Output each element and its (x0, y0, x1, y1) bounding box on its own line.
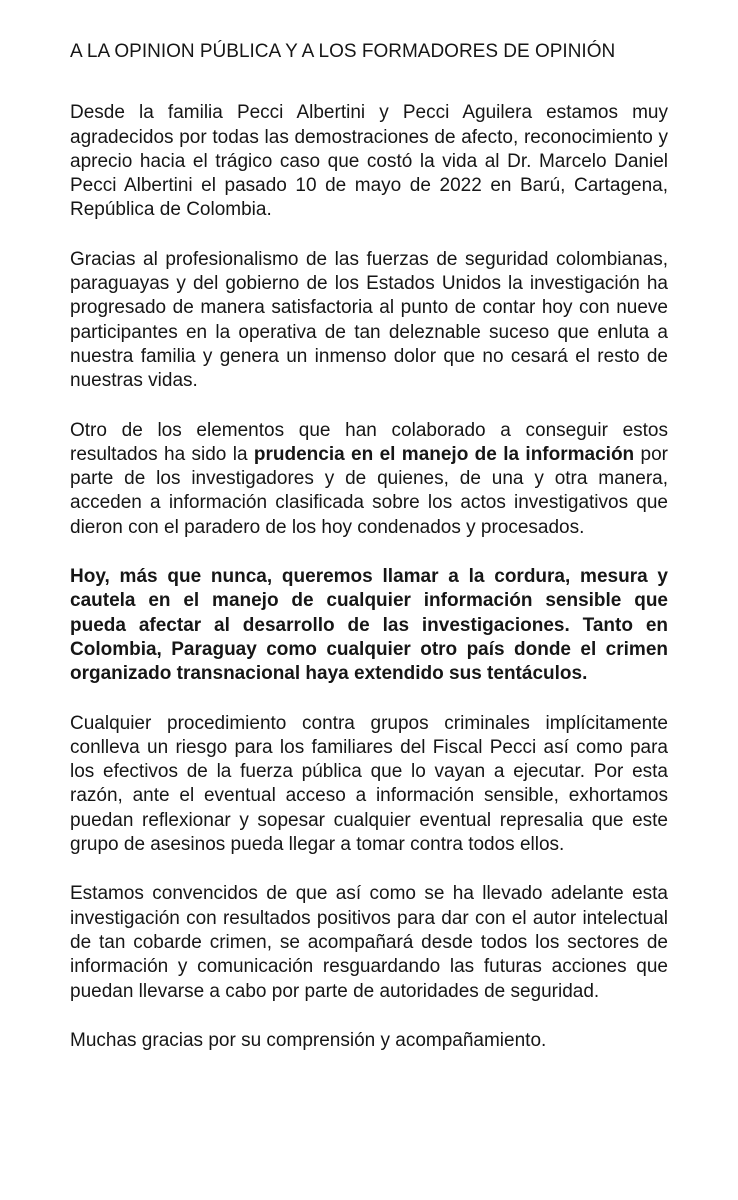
paragraph-conviction: Estamos convencidos de que así como se ha llevado adelante esta investigación con resultados positivos para dar con el autor intelectual de tan cobarde crimen, se acompañará desde todos los sectores de información y comunicación resguardando las futuras acciones que puedan llevarse a cabo por parte de autoridades de seguridad. (70, 883, 668, 1002)
statement-document (70, 40, 668, 1053)
paragraph-call-for-caution: Hoy, más que nunca, queremos llamar a la cordura, mesura y cautela en el manejo de cualquier información sensible que pueda afectar al desarrollo de las investigaciones. Tanto en Colombia, Paraguay como cualquier otro país donde el crimen organizado transnacional haya extendido sus tentáculos. (70, 566, 668, 685)
bold-phrase-prudence: prudencia en el manejo de la información (253, 443, 635, 465)
paragraph-text-after-bold: por parte de los investigadores y de quienes, de una y otra manera, acceden a información clasificada sobre los actos investigativos que dieron con el paradero de los hoy condenados y procesados. (70, 443, 668, 538)
paragraph-investigation-progress: Gracias al profesionalismo de las fuerzas de seguridad colombianas, paraguayas y del gobierno de los Estados Unidos la investigación ha progresado de manera satisfactoria al punto de contar hoy con nueve participantes en la operativa de tan deleznable suceso que enluta a nuestra familia y genera un inmenso dolor que no cesará el resto de nuestras vidas. (70, 248, 668, 392)
paragraph-text-before-bold: Otro de los elementos que han colaborado a conseguir estos resultados ha sido la (70, 419, 668, 465)
paragraph-gratitude: Desde la familia Pecci Albertini y Pecci Aguilera estamos muy agradecidos por todas las demostraciones de afecto, reconocimiento y aprecio hacia el trágico caso que costó la vida al Dr. Marcelo Daniel Pecci Albertini el pasado 10 de mayo de 2022 en Barú, Cartagena, República de Colombia. (70, 102, 668, 221)
document-title: A LA OPINION PÚBLICA Y A LOS FORMADORES DE OPINIÓN (70, 41, 616, 62)
paragraph-thanks: Muchas gracias por su comprensión y acompañamiento. (70, 1029, 547, 1051)
paragraph-information-prudence (70, 419, 668, 540)
paragraph-risk-warning: Cualquier procedimiento contra grupos criminales implícitamente conlleva un riesgo para los familiares del Fiscal Pecci así como para los efectivos de la fuerza pública que lo vayan a ejecutar. Por esta razón, ante el eventual acceso a información sensible, exhortamos puedan reflexionar y sopesar cualquier eventual represalia que este grupo de asesinos pueda llegar a tomar contra todos ellos. (70, 712, 668, 856)
